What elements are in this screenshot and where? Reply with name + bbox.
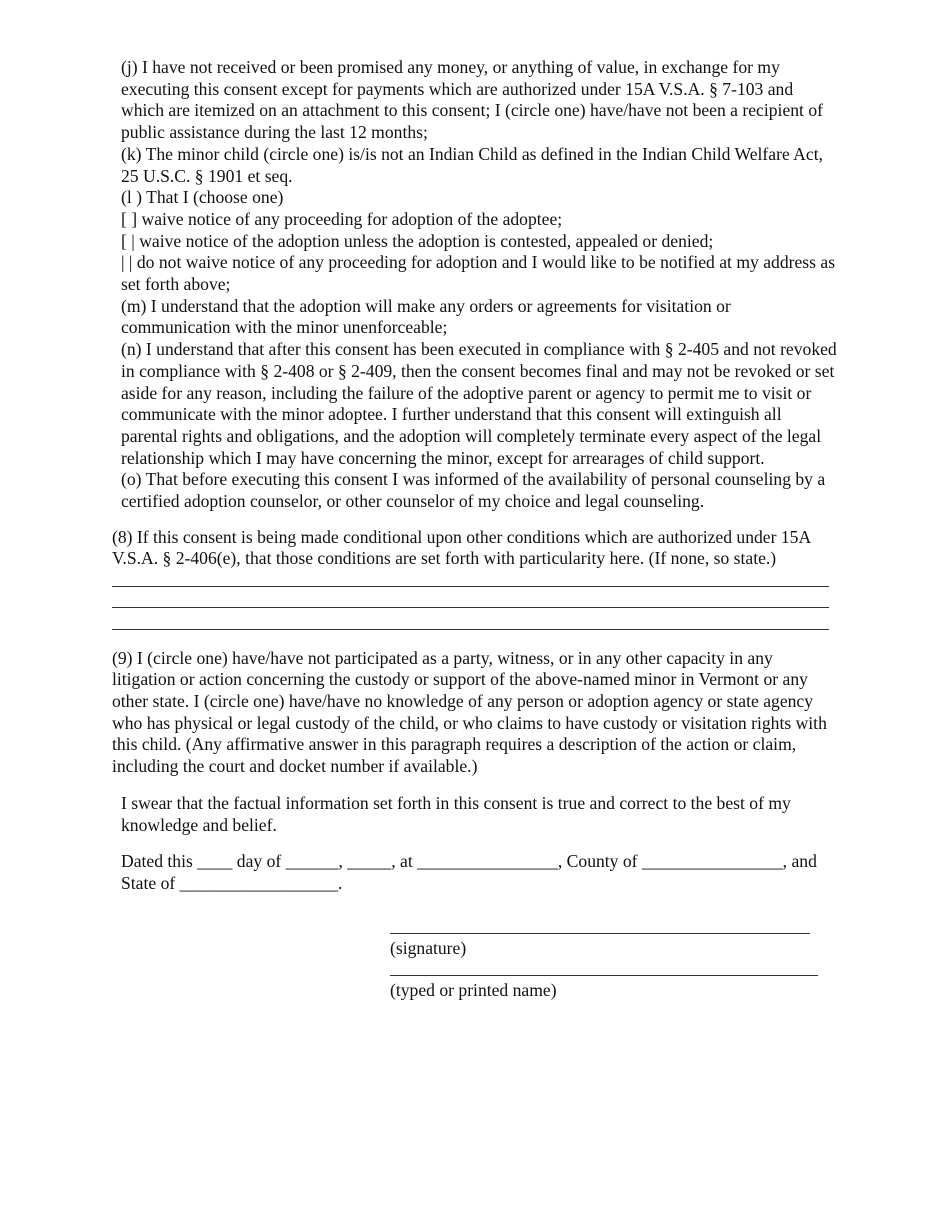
printed-name-label: (typed or printed name) <box>390 980 557 1001</box>
paragraph-m: (m) I understand that the adoption will make any orders or agreements for visitation or communication with the minor unenforceable; <box>121 295 731 338</box>
paragraph-l-intro: (l ) That I (choose one) <box>121 187 284 208</box>
paragraph-n: (n) I understand that after this consent has been executed in compliance with § 2-405 and not revoked in compliance with § 2-408 or § 2-409, then the consent becomes final and may not be revoked or set aside for any reason, including the failure of the adoptive parent or agency to permit me to visit or communicate with the minor adoptee. I further understand that this consent will extinguish all parental rights and obligations, and the adoption will completely terminate every aspect of the legal relationship which I may have concerning the minor, except for arrearages of child support. <box>121 339 837 468</box>
paragraph-j: (j) I have not received or been promised any money, or anything of value, in exchange for my executing this consent except for payments which are authorized under 15A V.S.A. § 7-103 and which are itemized on an attachment to this consent; I (circle one) have/have not been a recipient of public assistance during the last 12 months; <box>121 57 823 143</box>
option-do-not-waive-notice <box>112 252 840 295</box>
dated-line[interactable]: Dated this ____ day of ______, _____, at ________________, County of ________________, and State of __________________. <box>121 851 817 893</box>
paragraph-k: (k) The minor child (circle one) is/is not an Indian Child as defined in the Indian Child Welfare Act, 25 U.S.C. § 1901 et seq. <box>121 143 823 186</box>
option-text: do not waive notice of any proceeding for adoption and I would like to be notified at my address as set forth above; <box>121 252 836 295</box>
option-text: waive notice of the adoption unless the adoption is contested, appealed or denied; <box>139 230 714 251</box>
conditions-line-1[interactable] <box>112 570 840 592</box>
section-9: (9) I (circle one) have/have not participated as a party, witness, or in any other capacity in any litigation or action concerning the custody or support of the above-named minor in Vermont or any other state. I (circle one) have/have no knowledge of any person or adoption agency or state agency who has physical or legal custody of the child, or who claims to have custody or visitation rights with this child. (Any affirmative answer in this paragraph requires a description of the action or claim, including the court and docket number if available.) <box>112 647 827 777</box>
oath-statement: I swear that the factual information set forth in this consent is true and correct to the best of my knowledge and belief. <box>121 792 791 835</box>
option-waive-notice-unless-contested <box>112 231 840 253</box>
section-8: (8) If this consent is being made conditional upon other conditions which are authorized under 15A V.S.A. § 2-406(e), that those conditions are set forth with particularity here. (If none, so state.) <box>112 526 811 569</box>
checkbox-bracket[interactable]: [ | <box>121 230 135 251</box>
conditions-line-2[interactable] <box>112 592 840 614</box>
checkbox-bracket[interactable]: | | <box>121 252 133 273</box>
consent-document-page <box>112 57 840 1002</box>
printed-name-line[interactable] <box>390 959 840 980</box>
option-text: waive notice of any proceeding for adoption of the adoptee; <box>141 208 563 229</box>
signature-line[interactable] <box>390 917 840 938</box>
paragraph-o: (o) That before executing this consent I was informed of the availability of personal counseling by a certified adoption counselor, or other counselor of my choice and legal counseling. <box>121 469 826 512</box>
conditions-line-3[interactable] <box>112 613 840 635</box>
signature-block <box>390 917 840 1002</box>
checkbox-bracket[interactable]: [ ] <box>121 208 138 229</box>
signature-label: (signature) <box>390 937 467 958</box>
option-waive-notice-any <box>112 209 840 231</box>
